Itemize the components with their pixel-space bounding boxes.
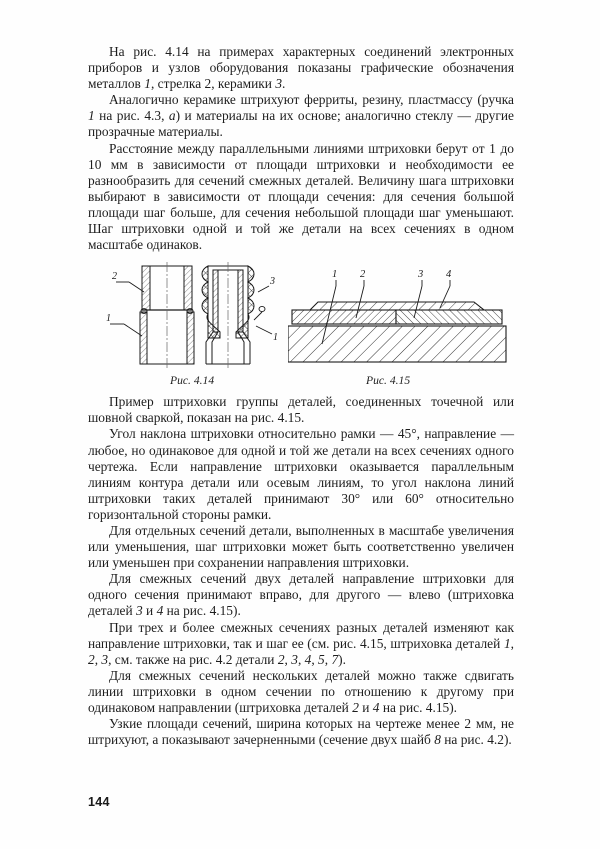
figure-row [88, 262, 514, 370]
callout-1: 1 [332, 269, 338, 281]
callout-2: 2 [360, 269, 366, 281]
callout-1-left: 1 [106, 313, 111, 325]
paragraph-4: Пример штриховки группы деталей, соединенных точечной или шовной сваркой, показан на рис. 4.15. [88, 394, 514, 426]
paragraph-1: На рис. 4.14 на примерах характерных соединений электронных приборов и узлов оборудования показаны графические обозначения металлов 1, стрелка 2, керамики 3. [88, 44, 514, 92]
paragraph-2: Аналогично керамике штрихуют ферриты, резину, пластмассу (ручка 1 на рис. 4.3, а) и материалы на их основе; аналогично стеклу — другие прозрачные материалы. [88, 92, 514, 140]
page-content [88, 44, 514, 748]
paragraph-6: Для отдельных сечений детали, выполненных в масштабе увеличения или уменьшения, шаг штриховки может быть соответственно увеличен или уменьшен при сохранении направления штриховки. [88, 522, 514, 571]
figure-4-15 [288, 262, 514, 370]
paragraph-7: Для смежных сечений двух деталей направление штриховки для одного сечения принимают вправо, для другого — влево (штриховка деталей 3 и 4 на рис. 4.15). [88, 571, 514, 619]
paragraph-8: При трех и более смежных сечениях разных деталей изменяют как направление штриховки, так и шаг ее (см. рис. 4.15, штриховка деталей 1, 2, 3, см. также на рис. 4.2 детали 2, 3, 4, 5, 7). [88, 619, 514, 667]
page-number: 144 [88, 795, 110, 809]
paragraph-9: Для смежных сечений нескольких деталей можно также сдвигать линии штриховки в одном сечении по отношению к другому при одинаковом направлении (штриховка деталей 2 и 4 на рис. 4.15). [88, 667, 514, 715]
paragraph-10: Узкие площади сечений, ширина которых на чертеже менее 2 мм, не штрихуют, а показывают зачерненными (сечение двух шайб 8 на рис. 4.2). [88, 716, 514, 748]
figure-4-15-caption: Рис. 4.15 [366, 374, 411, 388]
callout-3: 3 [270, 276, 275, 288]
callout-4: 4 [446, 269, 452, 281]
callout-1-right: 1 [273, 332, 278, 344]
figure-4-14-caption: Рис. 4.14 [170, 374, 215, 388]
paragraph-3: Расстояние между параллельными линиями штриховки берут от 1 до 10 мм в зависимости от площади штриховки и необходимости ее разнообразить для сечений смежных деталей. Величину шага штриховки выбирают в зависимости от площади сечения: для сечения большой площади шаг больше, для сечения небольшой площади шаг уменьшают. Шаг штриховки одной и той же детали на всех сечениях в одном масштабе одинаков. [88, 140, 514, 253]
callout-3: 3 [418, 269, 424, 281]
paragraph-5: Угол наклона штриховки относительно рамки — 45°, направление — любое, но одинаковое для одной и той же детали на всех сечениях одного чертежа. Если направление штриховки оказывается параллельным линиям контура детали или осевым линиям, то угол наклона линий штриховки таких деталей принимают 30° или 60° относительно горизонтальной стороны рамки. [88, 426, 514, 522]
figure-captions [88, 374, 514, 394]
figure-4-14 [96, 262, 301, 370]
callout-2: 2 [112, 271, 117, 283]
